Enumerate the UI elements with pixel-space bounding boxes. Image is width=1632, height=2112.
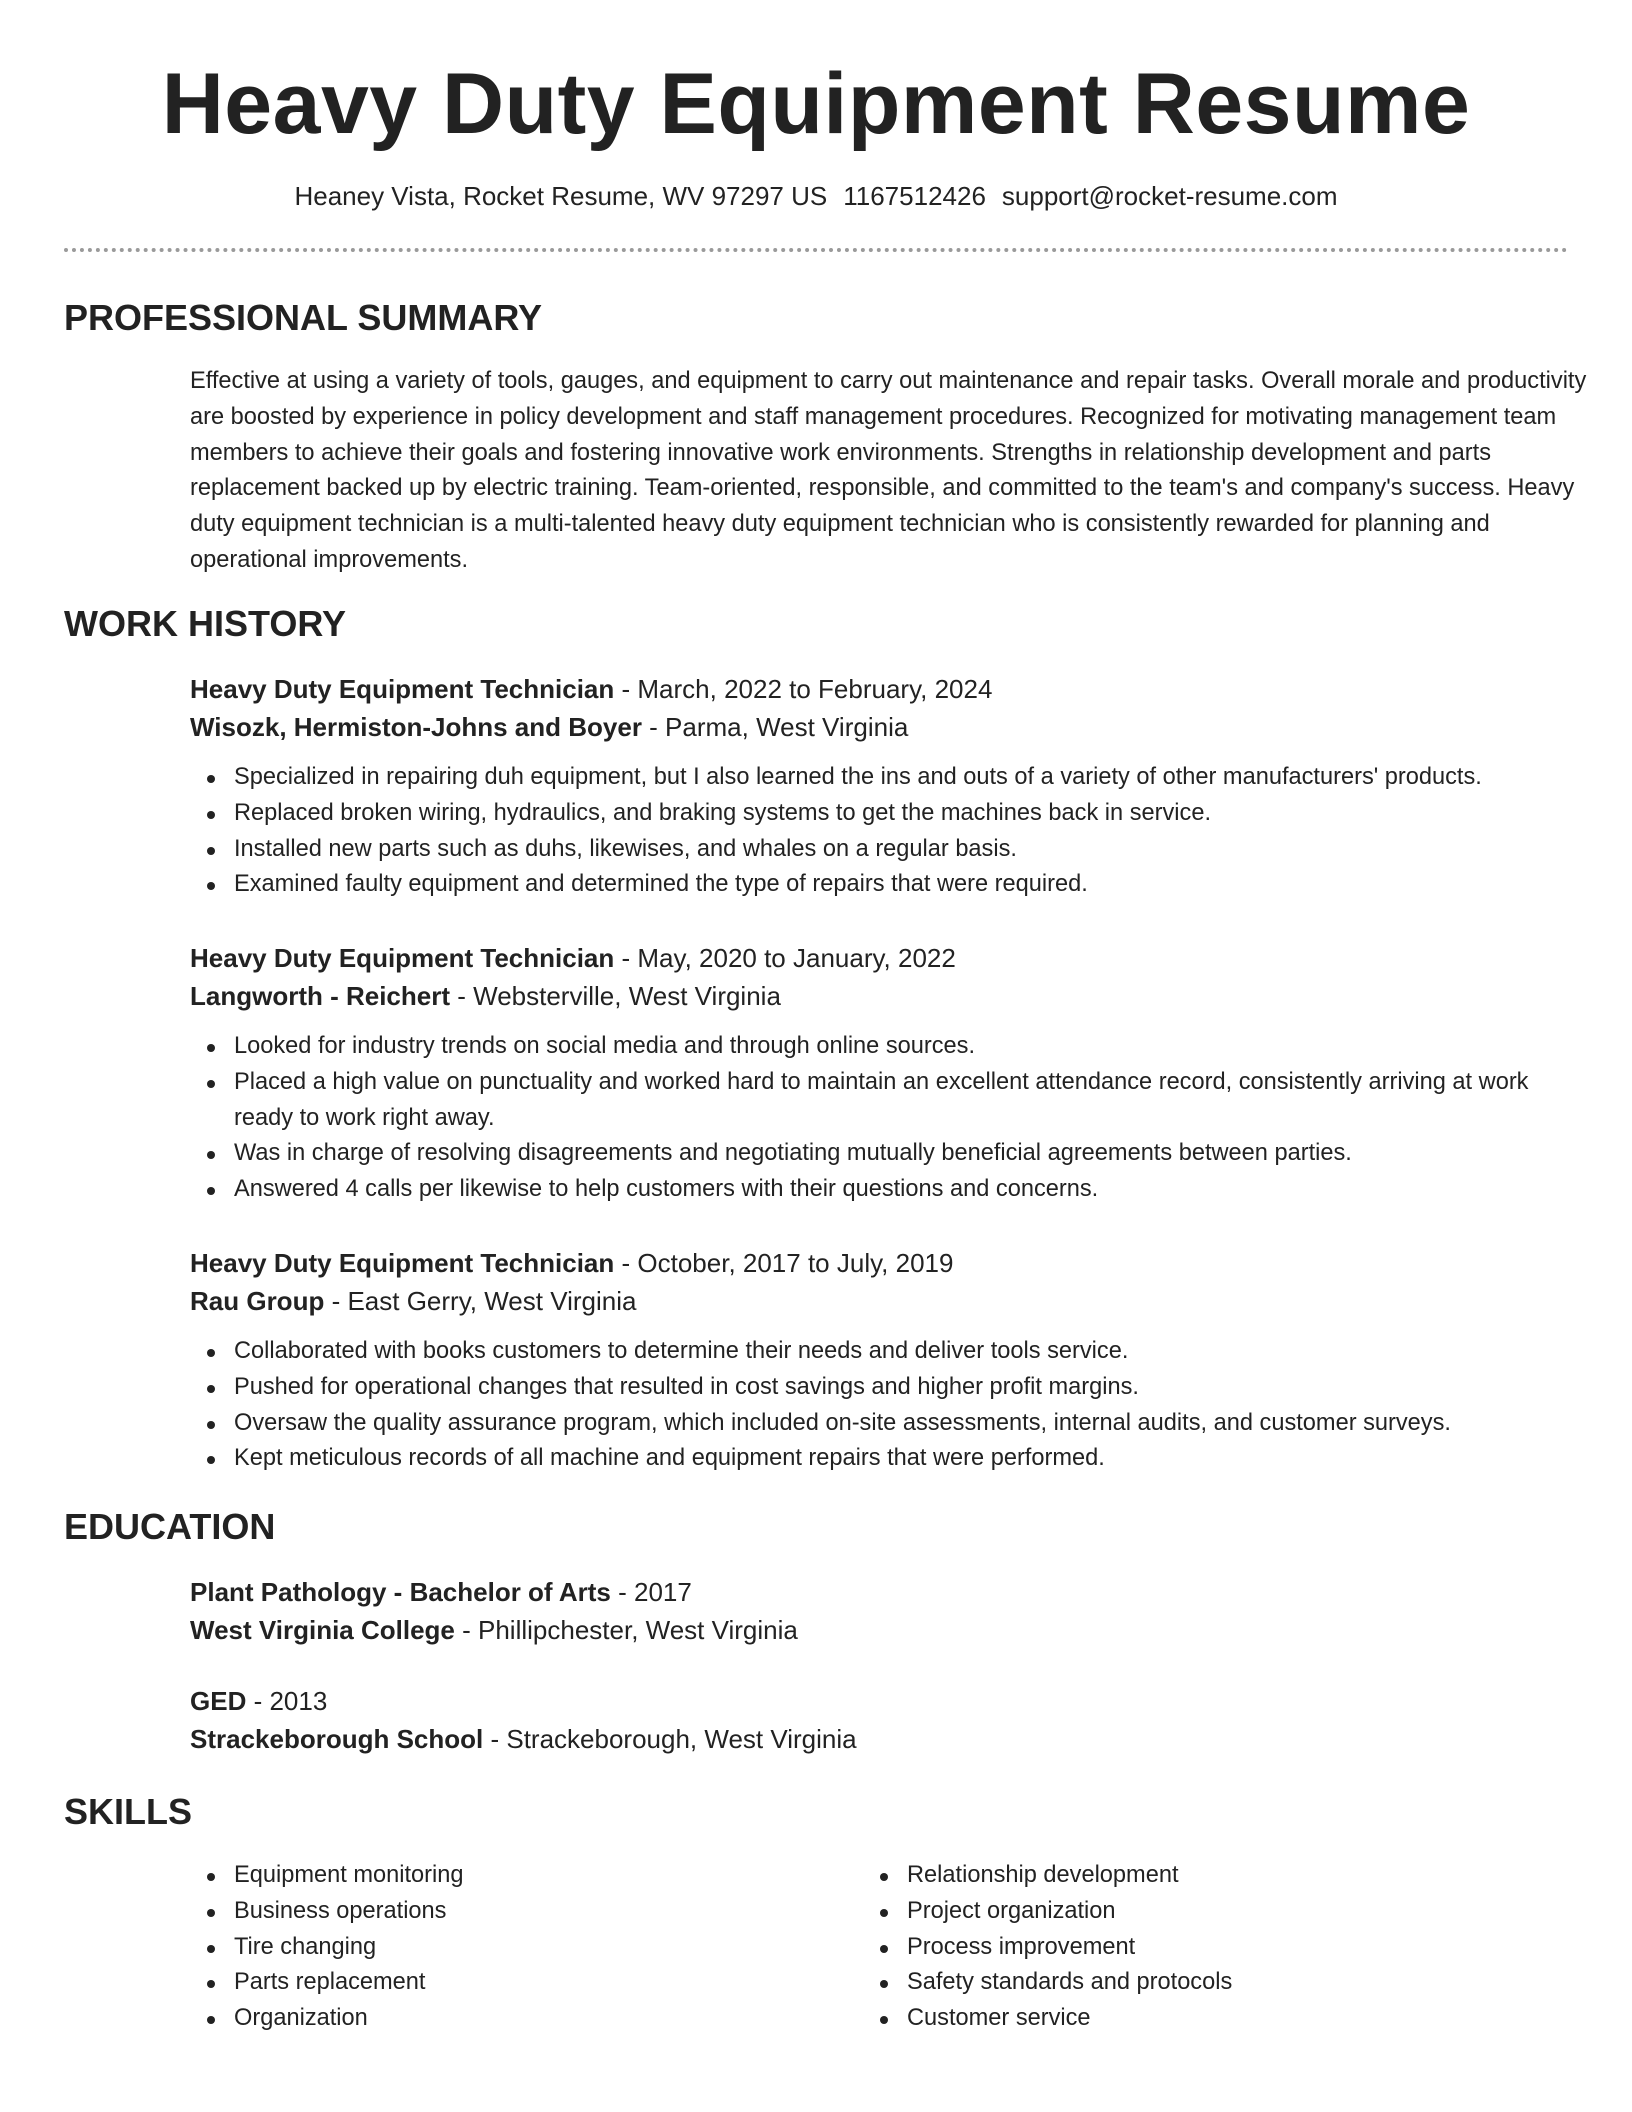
education-entry <box>190 1573 1590 1649</box>
education-location: - Phillipchester, West Virginia <box>454 1615 798 1645</box>
skill-item: Customer service <box>863 2001 1503 2037</box>
job-title-line <box>190 670 1590 708</box>
skill-item: Business operations <box>190 1894 830 1930</box>
job-company: Wisozk, Hermiston-Johns and Boyer <box>190 712 642 742</box>
contact-line <box>64 180 1568 212</box>
job-title-line <box>190 1244 1590 1282</box>
job-role: Heavy Duty Equipment Technician <box>190 943 615 973</box>
job-dates: - October, 2017 to July, 2019 <box>614 1248 954 1278</box>
job-company-line <box>190 977 1590 1015</box>
education-entry <box>190 1682 1590 1758</box>
summary-text: Effective at using a variety of tools, gauges, and equipment to carry out maintenance and repair tasks. Overall morale and productivity are boosted by experience in policy development and staff management procedures. Recognized for motivating management team members to achieve their goals and fostering innovative work environments. Strengths in relationship development and parts replacement backed up by electric training. Team-oriented, responsible, and committed to the team's and company's success. Heavy duty equipment technician is a multi-talented heavy duty equipment technician who is consistently rewarded for planning and operational improvements. <box>190 368 1587 573</box>
resume-page <box>64 0 1587 2032</box>
job-entry <box>190 939 1590 1208</box>
list-item: Oversaw the quality assurance program, which included on-site assessments, internal audits, and customer surveys. <box>190 1406 1590 1442</box>
contact-address: Heaney Vista, Rocket Resume, WV 97297 US <box>294 181 828 211</box>
section-title-summary: PROFESSIONAL SUMMARY <box>64 297 543 338</box>
job-company: Langworth - Reichert <box>190 981 451 1011</box>
job-role: Heavy Duty Equipment Technician <box>190 1248 615 1278</box>
education-degree: GED <box>190 1686 247 1716</box>
skills-list-left <box>190 1858 830 2037</box>
education-school-line <box>190 1720 1590 1758</box>
job-entry <box>190 670 1590 903</box>
education-degree-line <box>190 1573 1590 1611</box>
education-school-line <box>190 1611 1590 1649</box>
resume-name: Heavy Duty Equipment Resume <box>161 56 1471 152</box>
job-location: - Websterville, West Virginia <box>450 981 781 1011</box>
list-item: Replaced broken wiring, hydraulics, and braking systems to get the machines back in service. <box>190 796 1590 832</box>
job-location: - Parma, West Virginia <box>641 712 909 742</box>
list-item: Installed new parts such as duhs, likewises, and whales on a regular basis. <box>190 832 1590 868</box>
list-item: Specialized in repairing duh equipment, but I also learned the ins and outs of a variety of other manufacturers' products. <box>190 760 1590 796</box>
job-bullets <box>190 760 1590 903</box>
list-item: Examined faulty equipment and determined the type of repairs that were required. <box>190 867 1590 903</box>
job-company: Rau Group <box>190 1286 325 1316</box>
job-title-line <box>190 939 1590 977</box>
skill-item: Organization <box>190 2001 830 2037</box>
section-title-work-history: WORK HISTORY <box>64 603 347 644</box>
skill-item: Relationship development <box>863 1858 1503 1894</box>
skill-item: Process improvement <box>863 1930 1503 1966</box>
skill-item: Project organization <box>863 1894 1503 1930</box>
education-location: - Strackeborough, West Virginia <box>483 1724 857 1754</box>
list-item: Was in charge of resolving disagreements and negotiating mutually beneficial agreements between parties. <box>190 1136 1590 1172</box>
contact-phone: 1167512426 <box>843 181 986 211</box>
job-entry <box>190 1244 1590 1477</box>
education-degree: Plant Pathology - Bachelor of Arts <box>190 1577 611 1607</box>
education-year: - 2013 <box>246 1686 328 1716</box>
skill-item: Safety standards and protocols <box>863 1965 1503 2001</box>
job-dates: - May, 2020 to January, 2022 <box>614 943 956 973</box>
education-school: Strackeborough School <box>190 1724 484 1754</box>
skills-column-left <box>190 1858 830 2037</box>
skill-item: Tire changing <box>190 1930 830 1966</box>
section-title-education: EDUCATION <box>64 1506 276 1547</box>
job-bullets <box>190 1334 1590 1477</box>
list-item: Answered 4 calls per likewise to help customers with their questions and concerns. <box>190 1172 1590 1208</box>
job-company-line <box>190 1282 1590 1320</box>
skill-item: Parts replacement <box>190 1965 830 2001</box>
list-item: Collaborated with books customers to determine their needs and deliver tools service. <box>190 1334 1590 1370</box>
education-degree-line <box>190 1682 1590 1720</box>
job-dates: - March, 2022 to February, 2024 <box>614 674 993 704</box>
list-item: Kept meticulous records of all machine and equipment repairs that were performed. <box>190 1441 1590 1477</box>
header-divider <box>64 248 1568 252</box>
section-title-skills: SKILLS <box>64 1791 193 1832</box>
list-item: Placed a high value on punctuality and worked hard to maintain an excellent attendance record, consistently arriving at work ready to work right away. <box>190 1065 1590 1137</box>
job-role: Heavy Duty Equipment Technician <box>190 674 615 704</box>
list-item: Looked for industry trends on social media and through online sources. <box>190 1029 1590 1065</box>
list-item: Pushed for operational changes that resulted in cost savings and higher profit margins. <box>190 1370 1590 1406</box>
job-bullets <box>190 1029 1590 1208</box>
job-location: - East Gerry, West Virginia <box>324 1286 637 1316</box>
job-company-line <box>190 708 1590 746</box>
contact-email: support@rocket-resume.com <box>1001 181 1338 211</box>
education-school: West Virginia College <box>190 1615 455 1645</box>
education-year: - 2017 <box>610 1577 692 1607</box>
skills-list-right <box>863 1858 1503 2037</box>
skill-item: Equipment monitoring <box>190 1858 830 1894</box>
skills-column-right <box>863 1858 1503 2037</box>
